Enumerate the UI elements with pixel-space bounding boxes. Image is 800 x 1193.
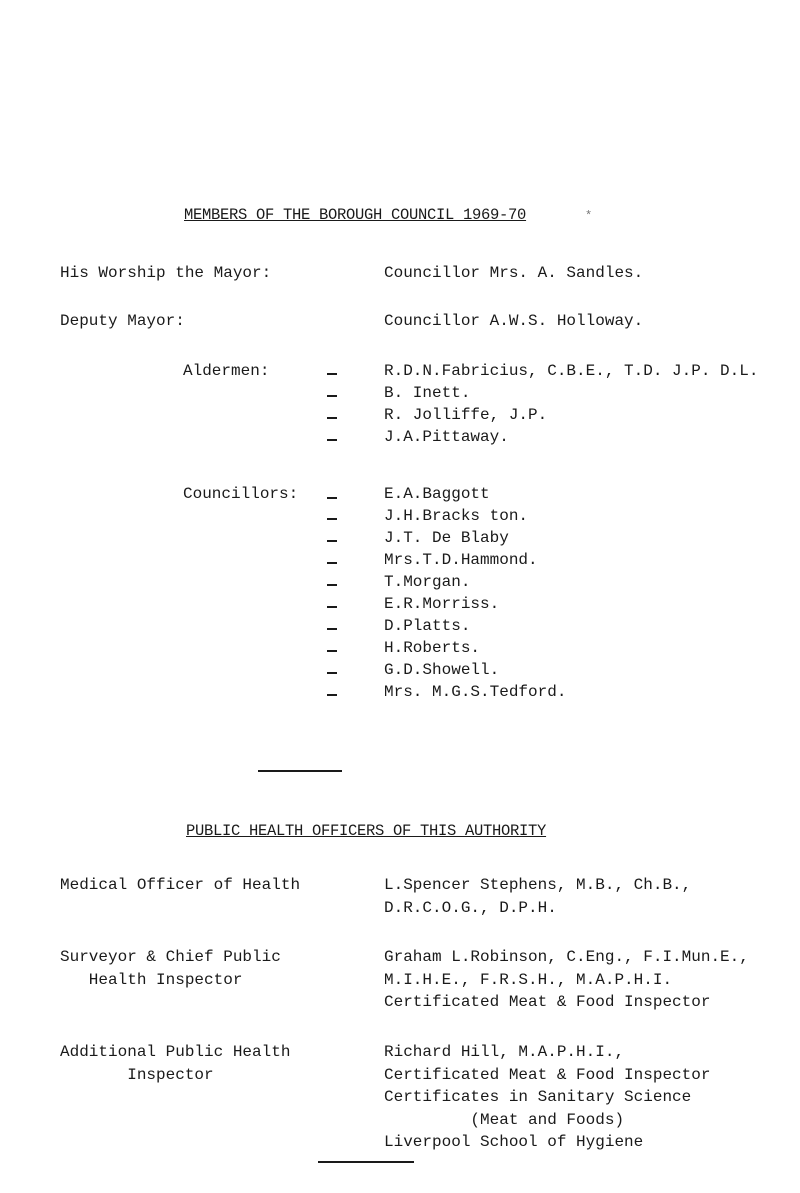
list-dash: [327, 672, 337, 674]
officer-role: Additional Public Health Inspector: [60, 1043, 291, 1084]
section-divider: [258, 770, 342, 772]
alderman-name: B. Inett.: [384, 384, 471, 402]
list-dash: [327, 518, 337, 520]
list-dash: [327, 584, 337, 586]
list-dash: [327, 650, 337, 652]
alderman-name: J.A.Pittaway.: [384, 428, 509, 446]
officer-role: Surveyor & Chief Public Health Inspector: [60, 948, 281, 989]
list-dash: [327, 694, 337, 696]
councillor-name: G.D.Showell.: [384, 661, 500, 679]
councillor-name: D.Platts.: [384, 617, 471, 635]
councillor-name: E.A.Baggott: [384, 485, 490, 503]
list-dash: [327, 540, 337, 542]
councillor-name: E.R.Morriss.: [384, 595, 500, 613]
mayor-label: His Worship the Mayor:: [60, 264, 272, 282]
councillor-name: J.T. De Blaby: [384, 529, 509, 547]
list-dash: [327, 373, 337, 375]
mayor-name: Councillor Mrs. A. Sandles.: [384, 264, 644, 282]
list-dash: [327, 628, 337, 630]
star-mark: *: [585, 209, 593, 223]
councillors-label: Councillors:: [183, 485, 299, 503]
list-dash: [327, 497, 337, 499]
list-dash: [327, 417, 337, 419]
list-dash: [327, 606, 337, 608]
section-heading: PUBLIC HEALTH OFFICERS OF THIS AUTHORITY: [186, 822, 547, 840]
alderman-name: R.D.N.Fabricius, C.B.E., T.D. J.P. D.L.: [384, 362, 759, 380]
officer-role: Medical Officer of Health: [60, 876, 301, 894]
councillor-name: J.H.Bracks ton.: [384, 507, 529, 525]
councillor-name: Mrs. M.G.S.Tedford.: [384, 683, 567, 701]
officer-details: Richard Hill, M.A.P.H.I., Certificated Meat & Food Inspector Certificates in Sanitary Science (Meat and Foods) Liverpool School of Hygiene: [384, 1043, 711, 1151]
officer-details: L.Spencer Stephens, M.B., Ch.B., D.R.C.O.G., D.P.H.: [384, 876, 692, 917]
deputy-mayor-label: Deputy Mayor:: [60, 312, 185, 330]
list-dash: [327, 395, 337, 397]
councillor-name: Mrs.T.D.Hammond.: [384, 551, 538, 569]
officer-details: Graham L.Robinson, C.Eng., F.I.Mun.E., M.I.H.E., F.R.S.H., M.A.P.H.I. Certificated Meat & Food Inspector: [384, 948, 749, 1011]
alderman-name: R. Jolliffe, J.P.: [384, 406, 548, 424]
councillor-name: T.Morgan.: [384, 573, 471, 591]
aldermen-label: Aldermen:: [183, 362, 270, 380]
list-dash: [327, 439, 337, 441]
councillor-name: H.Roberts.: [384, 639, 481, 657]
bottom-divider: [318, 1161, 414, 1163]
list-dash: [327, 562, 337, 564]
document-title: MEMBERS OF THE BOROUGH COUNCIL 1969-70: [184, 206, 527, 224]
deputy-mayor-name: Councillor A.W.S. Holloway.: [384, 312, 644, 330]
